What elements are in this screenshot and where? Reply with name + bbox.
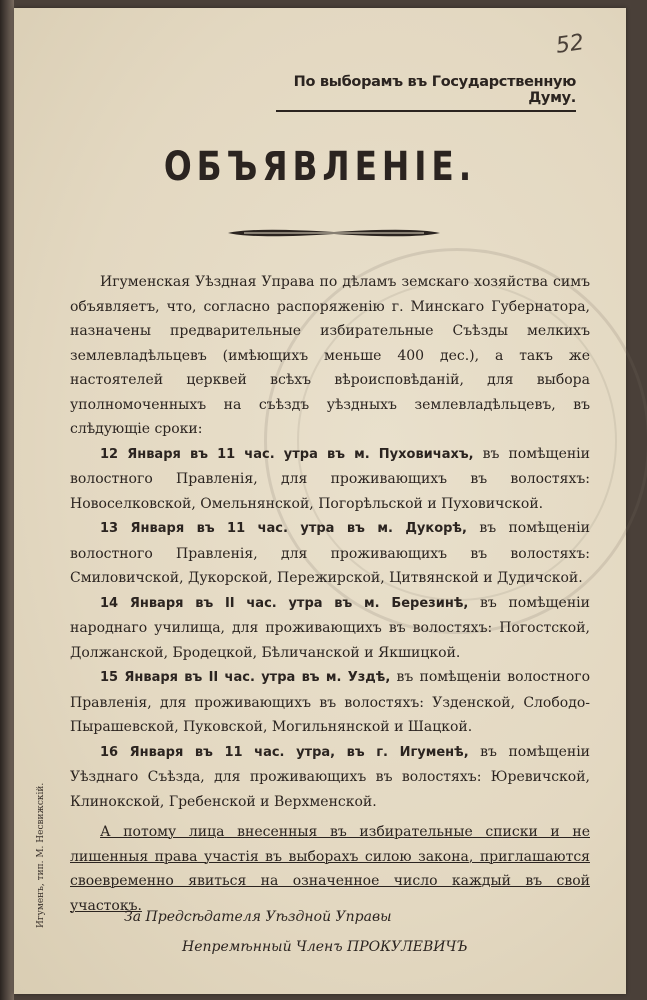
book-binding <box>0 0 14 1000</box>
session-2-details: въ помѣщеніи волостного Правленія, для проживающихъ въ волостяхъ: Смиловичской, Дукорской, Пережирской, Цитвянской и Дудичской. <box>70 520 590 586</box>
session-1-details: въ помѣщеніи волостного Правленія, для проживающихъ въ волостяхъ: Новоселковской, Омельнянской, Погорѣльской и Пуховичской. <box>70 445 590 512</box>
signature-line-1: За Предсѣдателя Уѣздной Управы <box>124 909 392 925</box>
session-2 <box>70 516 590 591</box>
session-3-when: 14 Января въ II час. утра въ м. Березинѣ, <box>100 595 469 611</box>
page-number: 52 <box>554 30 586 59</box>
session-1-when: 12 Января въ 11 час. утра въ м. Пуховичахъ, <box>100 446 474 462</box>
session-5-details: въ помѣщеніи Уѣзднаго Съѣзда, для проживающихъ въ волостяхъ: Юревичской, Клинокской, Гребенской и Верхменской. <box>70 743 590 810</box>
session-4 <box>70 665 590 740</box>
session-3 <box>70 591 590 666</box>
ornament-divider <box>224 226 444 240</box>
header-line: По выборамъ въ Государственную Думу. <box>276 74 576 112</box>
session-1 <box>70 442 590 517</box>
announcement-body <box>70 270 590 918</box>
session-5 <box>70 740 590 815</box>
document-title: ОБЪЯВЛЕНІЕ. <box>163 144 477 190</box>
intro-paragraph: Игуменская Уѣздная Управа по дѣламъ земскаго хозяйства симъ объявляетъ, что, согласно распоряженію г. Минскаго Губернатора, назначены предварительные избирательные Съѣзды мелкихъ землевладѣльцевъ (имѣющихъ меньше 400 дес.), а такъ же настоятелей церквей всѣхъ вѣроисповѣданій, для выбора уполномоченныхъ на съѣздъ уѣздныхъ землевладѣльцевъ, въ слѣдующіе сроки: <box>70 274 590 437</box>
session-3-details: въ помѣщеніи народнаго училища, для проживающихъ въ волостяхъ: Погостской, Должанской, Бродецкой, Бѣличанской и Якшицкой. <box>70 594 590 661</box>
session-4-details: въ помѣщеніи волостного Правленія, для проживающихъ въ волостяхъ: Узденской, Слободо-Пырашевской, Пуковской, Могильнянской и Шацкой. <box>70 669 591 735</box>
session-2-when: 13 Января въ 11 час. утра въ м. Дукорѣ, <box>100 521 467 536</box>
session-5-when: 16 Января въ 11 час. утра, въ г. Игуменѣ, <box>100 744 469 760</box>
session-4-when: 15 Января въ II час. утра въ м. Уздѣ, <box>100 670 391 685</box>
document-page <box>14 8 626 994</box>
signature-block <box>124 902 584 962</box>
closing-paragraph: А потому лица внесенныя въ избирательные списки и не лишенныя права участія въ выборахъ силою закона, приглашаются своевременно явиться на означенное число каждый въ свой участокъ. <box>70 824 590 914</box>
printer-imprint: Игуменъ, тип. М. Несвижскій. <box>36 782 46 928</box>
signature-line-2: Непремѣнный Членъ ПРОКУЛЕВИЧЪ <box>182 939 468 955</box>
